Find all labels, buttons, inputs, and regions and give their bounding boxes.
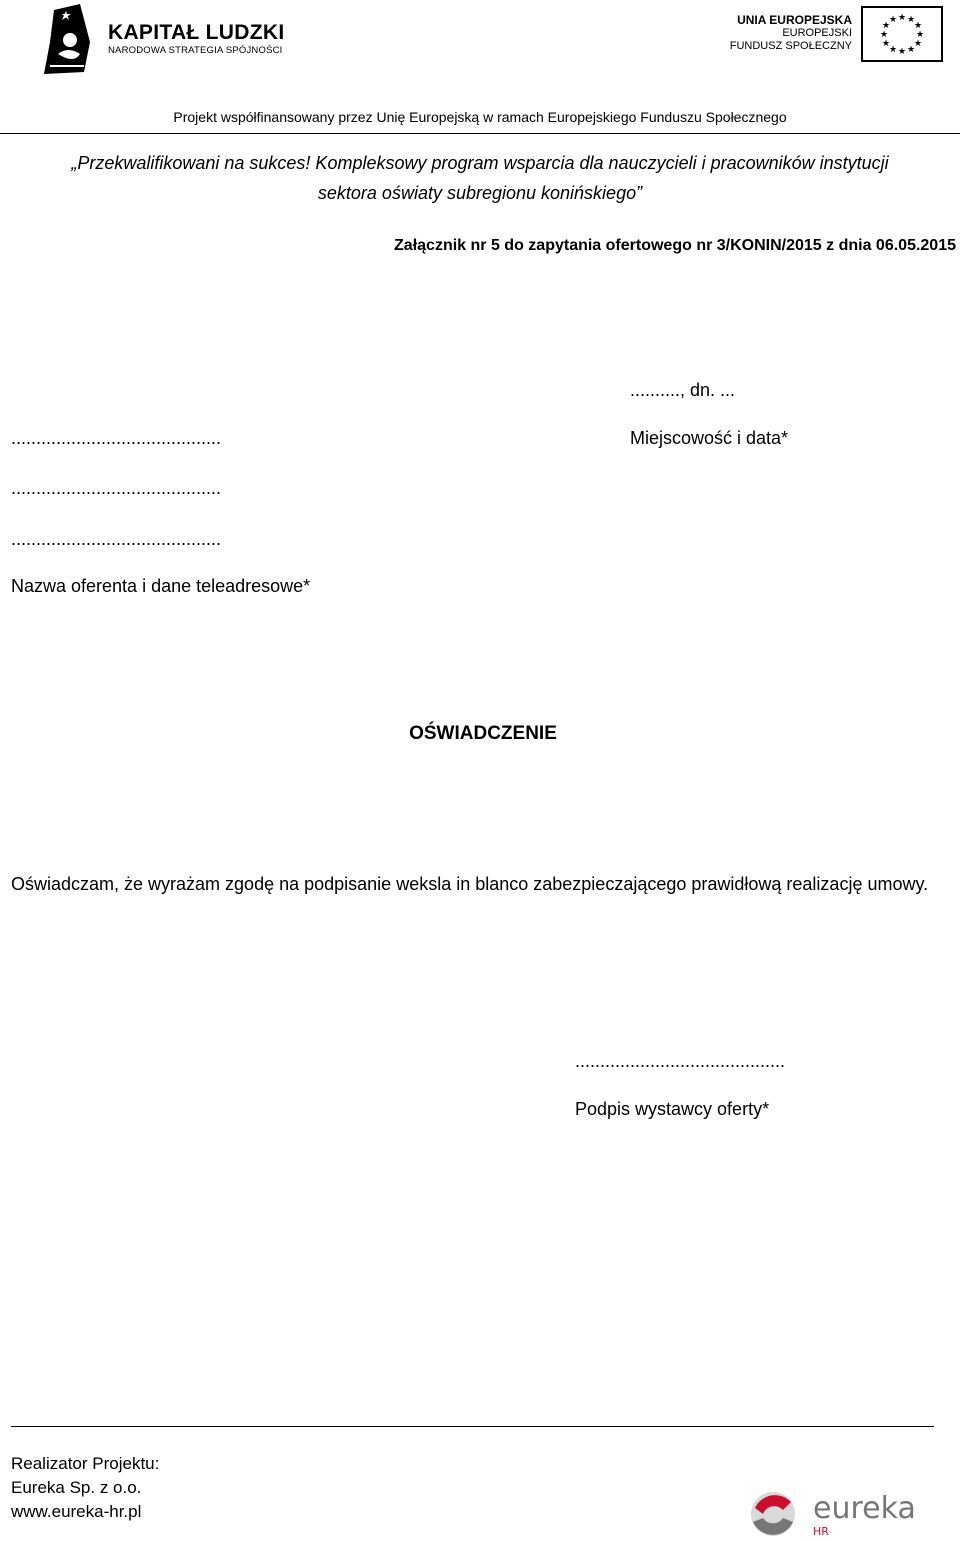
place-date-label: Miejscowość i data*: [630, 428, 789, 448]
attachment-heading: Załącznik nr 5 do zapytania ofertowego nr 3/KONIN/2015 z dnia 06.05.2015: [394, 237, 956, 254]
ue-line-1: UNIA EUROPEJSKA: [737, 13, 852, 27]
offeror-dots-line-2: ..........................................: [11, 478, 222, 498]
svg-text:★: ★: [906, 15, 916, 25]
eureka-logo-text: eureka: [813, 1491, 916, 1526]
eureka-logo-hr: HR: [813, 1525, 829, 1538]
signature-label: Podpis wystawcy oferty*: [575, 1099, 770, 1119]
svg-text:★: ★: [888, 15, 898, 25]
ue-text-block: [730, 14, 852, 53]
svg-text:★: ★: [897, 47, 907, 57]
project-cofinancing-line: Projekt współfinansowany przez Unię Europejską w ramach Europejskiego Funduszu Społecznego: [173, 109, 787, 125]
eureka-logo-icon: [745, 1486, 955, 1538]
program-title-line-2: sektora oświaty subregionu konińskiego”: [317, 183, 643, 203]
ue-line-3: FUNDUSZ SPOŁECZNY: [729, 40, 852, 52]
place-date-dots: .........., dn. ...: [630, 380, 736, 400]
program-title-line-1: „Przekwalifikowani na sukces! Kompleksowy program wsparcia dla nauczycieli i pracowników instytucji: [71, 153, 889, 173]
svg-text:★: ★: [881, 39, 891, 49]
ue-line-2: EUROPEJSKI: [782, 27, 852, 39]
kl-title: KAPITAŁ LUDZKI: [108, 21, 285, 44]
svg-text:★: ★: [888, 45, 898, 55]
eu-flag-icon: [861, 6, 943, 62]
offeror-dots-line-3: ..........................................: [11, 529, 222, 549]
footer-line-3: www.eureka-hr.pl: [11, 1502, 142, 1521]
statement-text: Oświadczam, że wyrażam zgodę na podpisanie weksla in blanco zabezpieczającego prawidłową realizację umowy.: [11, 874, 929, 894]
svg-text:★: ★: [879, 30, 889, 40]
kl-subtitle: NARODOWA STRATEGIA SPÓJNOŚCI: [108, 45, 283, 56]
offeror-label: Nazwa oferenta i dane teleadresowe*: [11, 576, 311, 596]
offeror-dots-line-1: ..........................................: [11, 428, 222, 448]
svg-text:★: ★: [897, 13, 907, 23]
footer-line-1: Realizator Projektu:: [11, 1454, 160, 1473]
svg-text:★: ★: [913, 21, 923, 31]
header-divider: [0, 133, 960, 134]
svg-text:★: ★: [915, 30, 925, 40]
program-title: [0, 148, 960, 208]
svg-text:★: ★: [906, 45, 916, 55]
svg-text:★: ★: [881, 21, 891, 31]
svg-text:★: ★: [913, 39, 923, 49]
document-title: OŚWIADCZENIE: [409, 723, 557, 744]
signature-dots: ..........................................: [575, 1051, 786, 1071]
footer-info: [11, 1452, 159, 1524]
footer-line-2: Eureka Sp. z o.o.: [11, 1478, 142, 1497]
footer-divider: [11, 1426, 934, 1427]
